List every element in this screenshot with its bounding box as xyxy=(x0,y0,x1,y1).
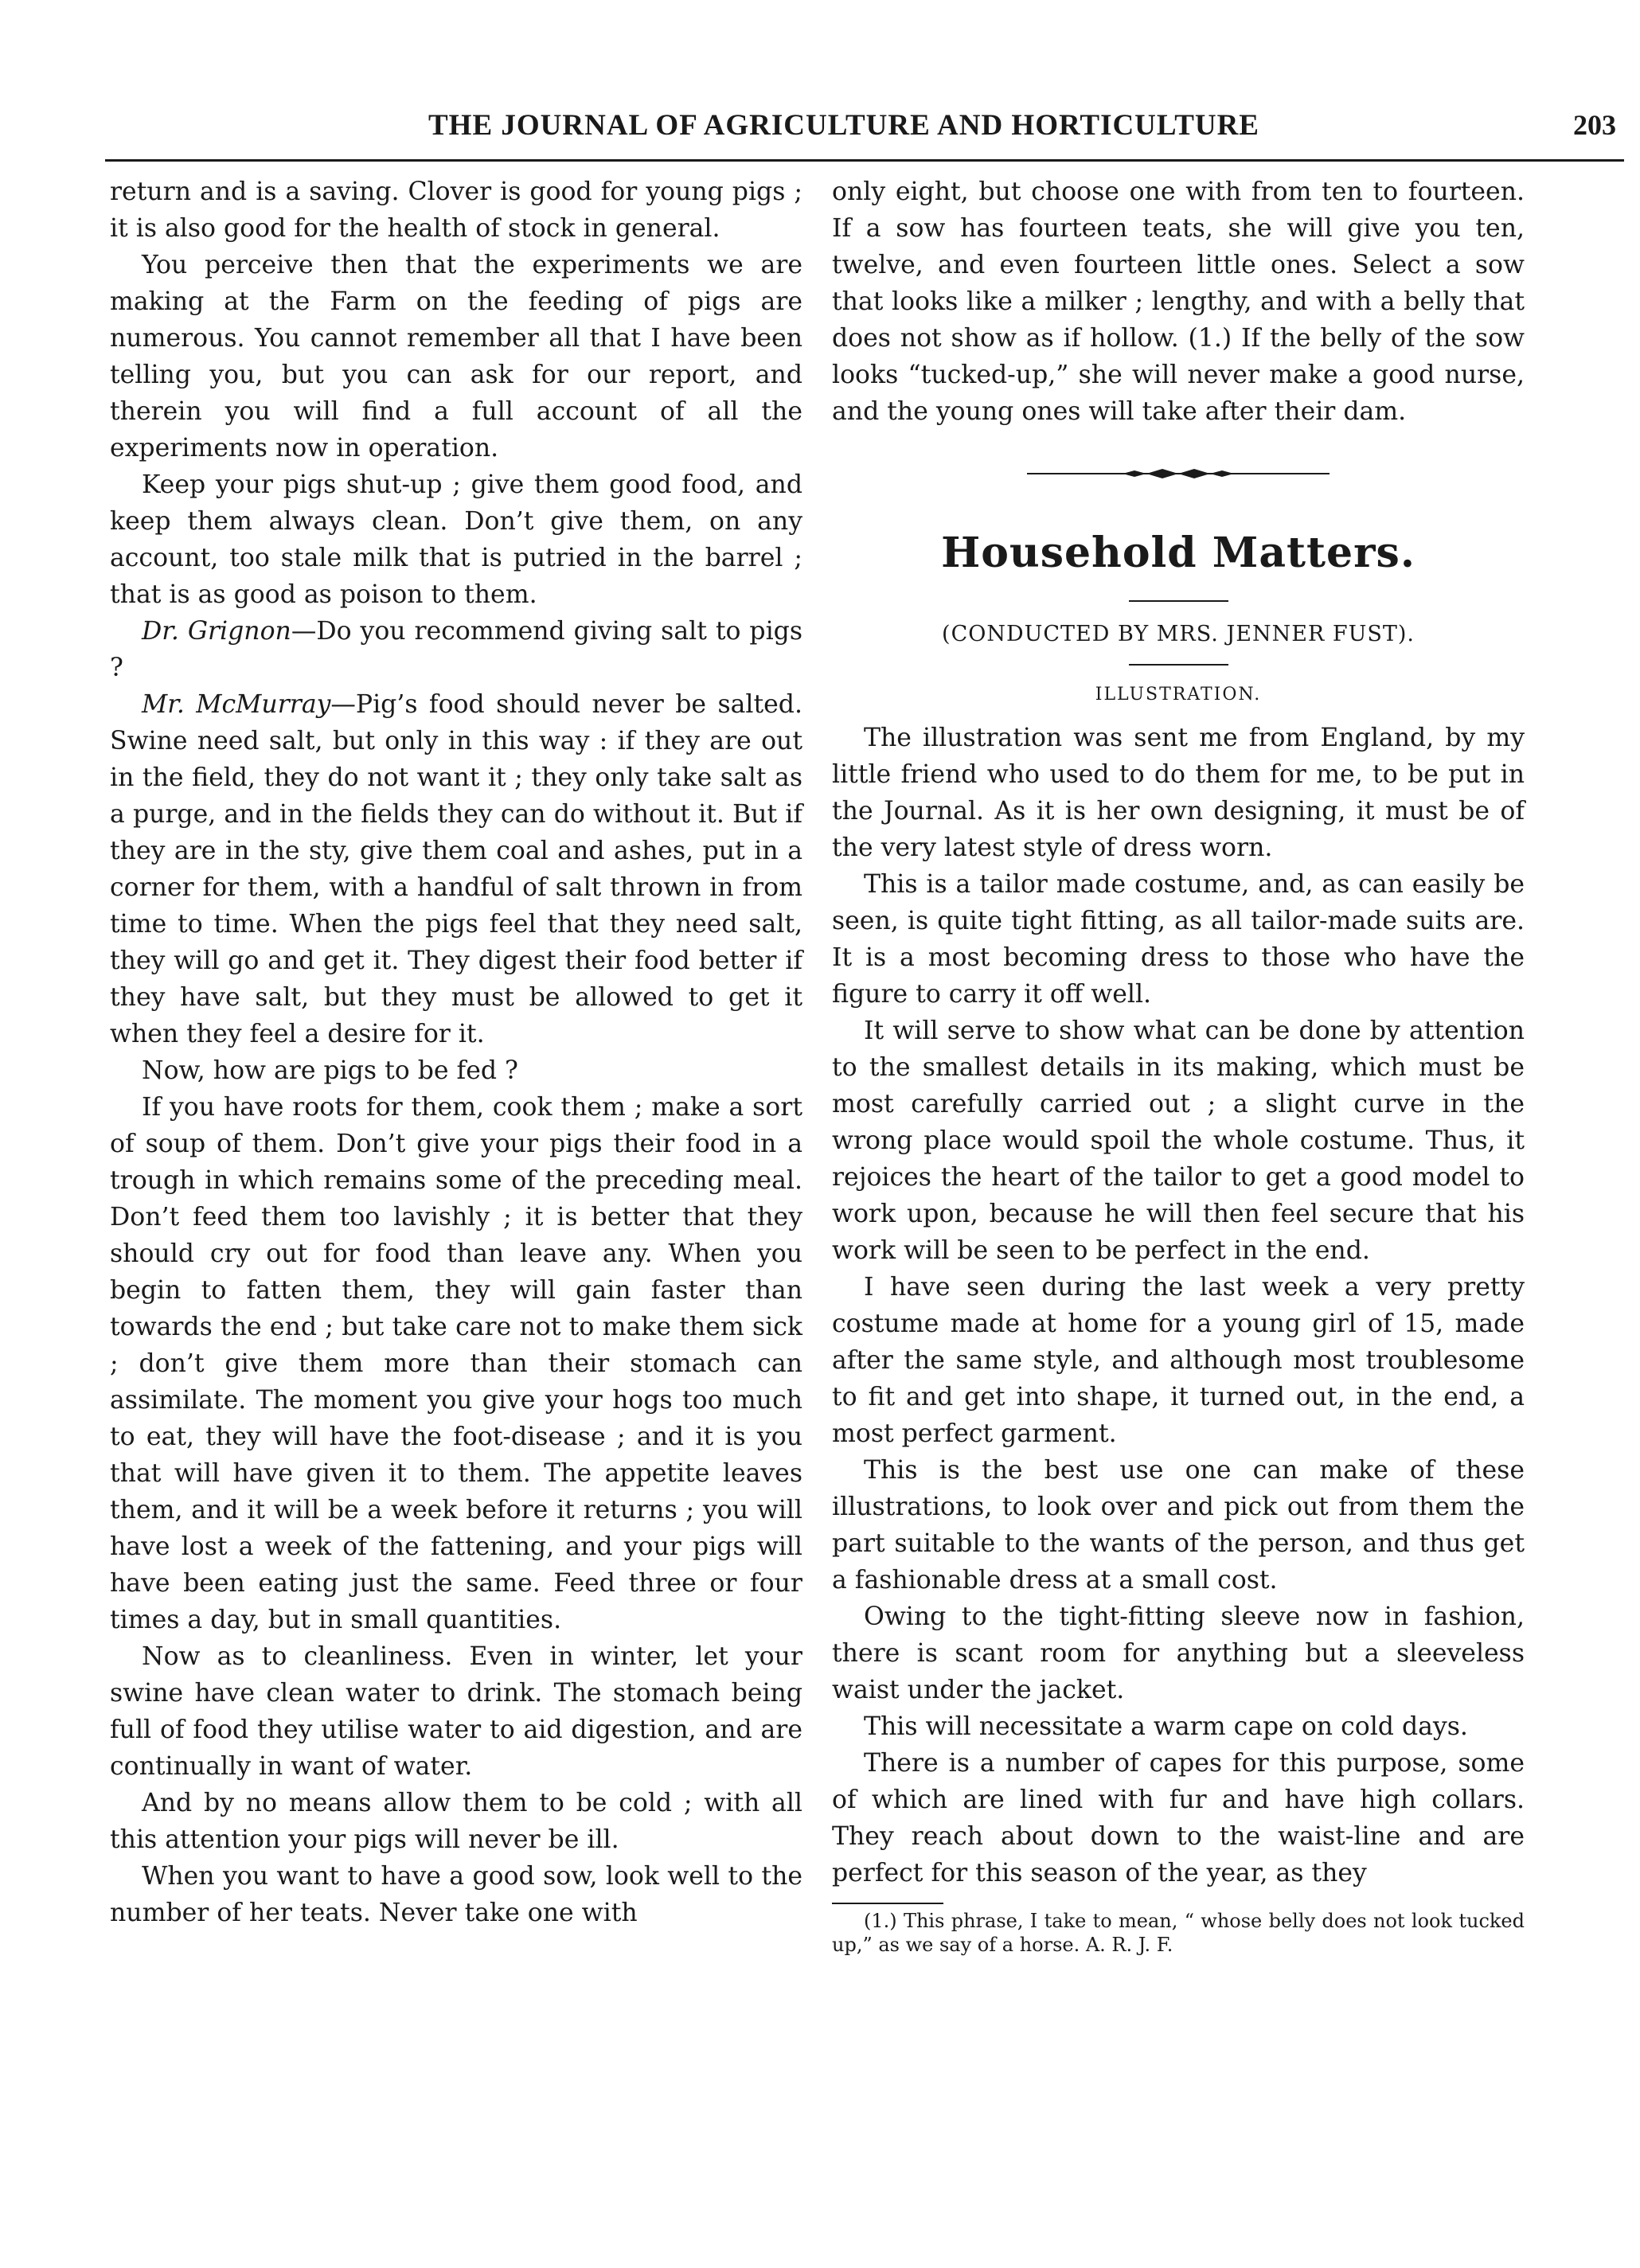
speaker-name: Mr. McMurray xyxy=(142,690,331,719)
paragraph: Keep your pigs shut-up ; give them good food, and keep them always clean. Don’t give them, on any account, too stale milk that is putried in the barrel ; that is as good as poison to them. xyxy=(110,470,802,609)
subheading: ILLUSTRATION. xyxy=(1095,685,1262,705)
paragraph: There is a number of capes for this purpose, some of which are lined with fur and have high collars. They reach about down to the waist-line and are perfect for this season of the year, as they xyxy=(832,1749,1525,1887)
paragraph: The illustration was sent me from England, by my little friend who used to do them for me, to be put in the Journal. As it is her own designing, it must be of the very latest style of dress worn. xyxy=(832,724,1525,862)
footnote-rule xyxy=(832,1903,943,1904)
paragraph: only eight, but choose one with from ten to fourteen. If a sow has fourteen teats, she will give you ten, twelve, and even fourteen little ones. Select a sow that looks like a milker ; lengthy, and with a belly that does not show as if hollow. (1.) If the belly of the sow looks “tucked-up,” she will never make a good nurse, and the young ones will take after their dam. xyxy=(832,178,1525,426)
paragraph: This will necessitate a warm cape on cold days. xyxy=(864,1712,1468,1741)
section-ornament xyxy=(832,430,1525,517)
paragraph: Now as to cleanliness. Even in winter, let your swine have clean water to drink. The stomach being full of food they utilise water to aid digestion, and are continually in want of water. xyxy=(110,1642,802,1781)
paragraph: You perceive then that the experiments we are making at the Farm on the feeding of pigs are numerous. You cannot remember all that I have been telling you, but you can ask for our report, and therein you will find a full account of all the experiments now in operation. xyxy=(110,251,802,463)
dialogue-text: —Pig’s food should never be salted. Swine need salt, but only in this way : if they are out in the field, they do not want it ; they only take salt as a purge, and in the fields they can do without it. But if they are in the sty, give them coal and ashes, put in a corner for them, with a handful of salt thrown in from time to time. When the pigs feel that they need salt, they will go and get it. They digest their food better if they have salt, but they must be allowed to get it when they feel a desire for it. xyxy=(110,690,802,1048)
right-column xyxy=(832,174,1525,1957)
paragraph: And by no means allow them to be cold ; with all this attention your pigs will never be ill. xyxy=(110,1789,802,1854)
dialogue-text: —Do you recommend giving salt to pigs ? xyxy=(110,617,802,682)
dialogue-paragraph xyxy=(110,613,802,686)
running-header xyxy=(72,102,1616,158)
paragraph: I have seen during the last week a very pretty costume made at home for a young girl of 15, made after the same style, and although most troublesome to fit and get into shape, it turned out, in the end, a most perfect garment. xyxy=(832,1273,1525,1448)
paragraph: Now, how are pigs to be fed ? xyxy=(142,1056,518,1085)
left-column xyxy=(110,174,802,1931)
paragraph: When you want to have a good sow, look well to the number of her teats. Never take one with xyxy=(110,1862,802,1927)
paragraph: This is a tailor made costume, and, as can easily be seen, is quite tight fitting, as all tailor-made suits are. It is a most becoming dress to those who have the figure to carry it off well. xyxy=(832,870,1525,1009)
ornamental-rule-icon xyxy=(1027,466,1330,482)
section-title: Household Matters. xyxy=(941,529,1415,577)
section-byline: (CONDUCTED BY MRS. JENNER FUST). xyxy=(942,622,1415,646)
divider xyxy=(1129,664,1228,666)
paragraph: It will serve to show what can be done by attention to the smallest details in its making, which must be most carefully carried out ; a slight curve in the wrong place would spoil the whole costume. Thus, it rejoices the heart of the tailor to get a good model to work upon, because he will then feel secure that his work will be seen to be perfect in the end. xyxy=(832,1017,1525,1265)
footnote: (1.) This phrase, I take to mean, “ whose belly does not look tucked up,” as we say of a horse. A. R. J. F. xyxy=(832,1910,1525,1956)
speaker-name: Dr. Grignon xyxy=(142,617,291,646)
paragraph: return and is a saving. Clover is good for young pigs ; it is also good for the health of stock in general. xyxy=(110,178,802,243)
paragraph: If you have roots for them, cook them ; make a sort of soup of them. Don’t give your pigs their food in a trough in which remains some of the preceding meal. Don’t feed them too lavishly ; it is better that they should cry out for food than leave any. When you begin to fatten them, they will gain faster than towards the end ; but take care not to make them sick ; don’t give them more than their stomach can assimilate. The moment you give your hogs too much to eat, they will have the foot-disease ; and it is you that will have given it to them. The appetite leaves them, and it will be a week before it returns ; you will have lost a week of the fattening, and your pigs will have been eating just the same. Feed three or four times a day, but in small quantities. xyxy=(110,1093,802,1634)
header-rule xyxy=(105,159,1624,162)
page-number: 203 xyxy=(1573,109,1616,141)
paragraph: Owing to the tight-fitting sleeve now in fashion, there is scant room for anything but a sleeveless waist under the jacket. xyxy=(832,1602,1525,1704)
journal-title: THE JOURNAL OF AGRICULTURE AND HORTICULTURE xyxy=(428,109,1259,142)
paragraph: This is the best use one can make of these illustrations, to look over and pick out from them the part suitable to the wants of the person, and thus get a fashionable dress at a small cost. xyxy=(832,1456,1525,1595)
dialogue-paragraph xyxy=(110,686,802,1052)
divider xyxy=(1129,600,1228,602)
